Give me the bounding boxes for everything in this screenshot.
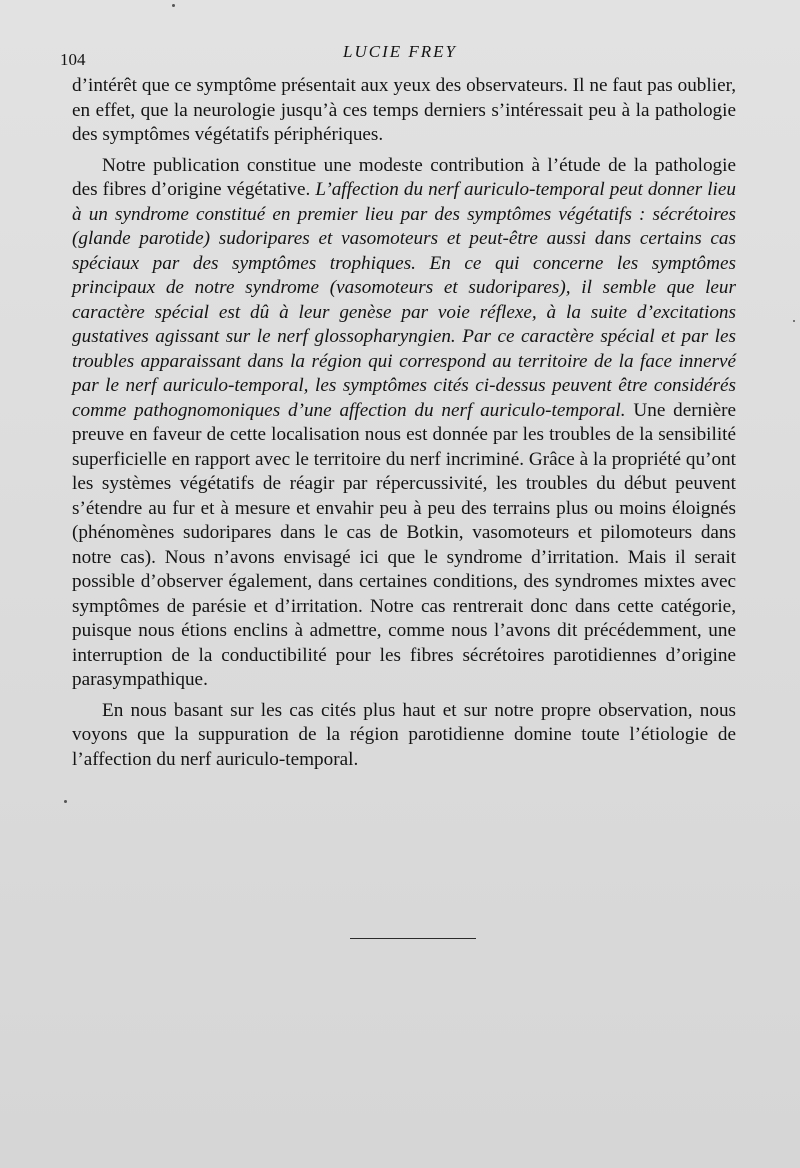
paragraph-2-intro: Notre publication constitue une modeste contribution à l’étude de la pathologie des fibres d’origine végétative. xyxy=(72,154,736,200)
running-title: LUCIE FREY xyxy=(343,42,457,61)
paragraph-1: d’intérêt que ce symptôme présentait aux yeux des observateurs. Il ne faut pas oublier, en effet, que la neurologie jusqu’à ces temps derniers s’intéressait peu à la pathologie des symptômes végétatifs périphériques. xyxy=(72,75,736,145)
paragraph-3: En nous basant sur les cas cités plus haut et sur notre propre observation, nous voyons que la suppuration de la région parotidienne domine toute l’étiologie de l’affection du nerf auriculo-temporal. xyxy=(72,699,736,770)
body-text xyxy=(72,74,736,778)
print-speck xyxy=(793,320,795,322)
page-number: 104 xyxy=(60,50,86,69)
paragraph-2 xyxy=(72,154,736,693)
print-speck xyxy=(172,4,175,7)
page-header xyxy=(60,42,740,68)
paragraph-2-italic-passage: L’affection du nerf auriculo-temporal peut donner lieu à un syndrome constitué en premier lieu par des symptômes végétatifs : sécrétoires (glande parotide) sudoripares et vasomoteurs et peut-être aussi dans certains cas spéciaux par des symptômes trophiques. En ce qui concerne les symptômes principaux de notre syndrome (vasomoteurs et sudoripares), il semble que leur caractère spécial est dû à leur genèse par voie réflexe, à la suite d’excitations gustatives agissant sur le nerf glossopharyngien. Par ce caractère spécial et par les troubles apparaissant dans la région qui correspond au territoire de la face innervé par le nerf auriculo-temporal, les symptômes cités ci-dessus peuvent être considérés comme pathognomoniques d’une affection du nerf auriculo-temporal. xyxy=(72,179,736,421)
print-speck xyxy=(64,800,67,803)
end-rule xyxy=(350,938,476,939)
paragraph-2-rest: Une dernière preuve en faveur de cette localisation nous est donnée par les troubles de la sensibilité superficielle en rapport avec le territoire du nerf incriminé. Grâce à la propriété qu’ont les systèmes végétatifs de réagir par répercussivité, les troubles du début peuvent s’étendre au fur et à mesure et envahir peu à peu des terrains plus ou moins éloignés (phénomènes sudoripares dans le cas de Botkin, vasomoteurs et pilomoteurs dans notre cas). Nous n’avons envisagé ici que le syndrome d’irritation. Mais il serait possible d’observer également, dans certaines conditions, des syndromes mixtes avec symptômes de parésie et d’irritation. Notre cas rentrerait donc dans cette catégorie, puisque nous étions enclins à admettre, comme nous l’avons dit précédemment, une interruption de la conductibilité pour les fibres sécrétoires parotidiennes d’origine parasympathique. xyxy=(72,399,736,690)
